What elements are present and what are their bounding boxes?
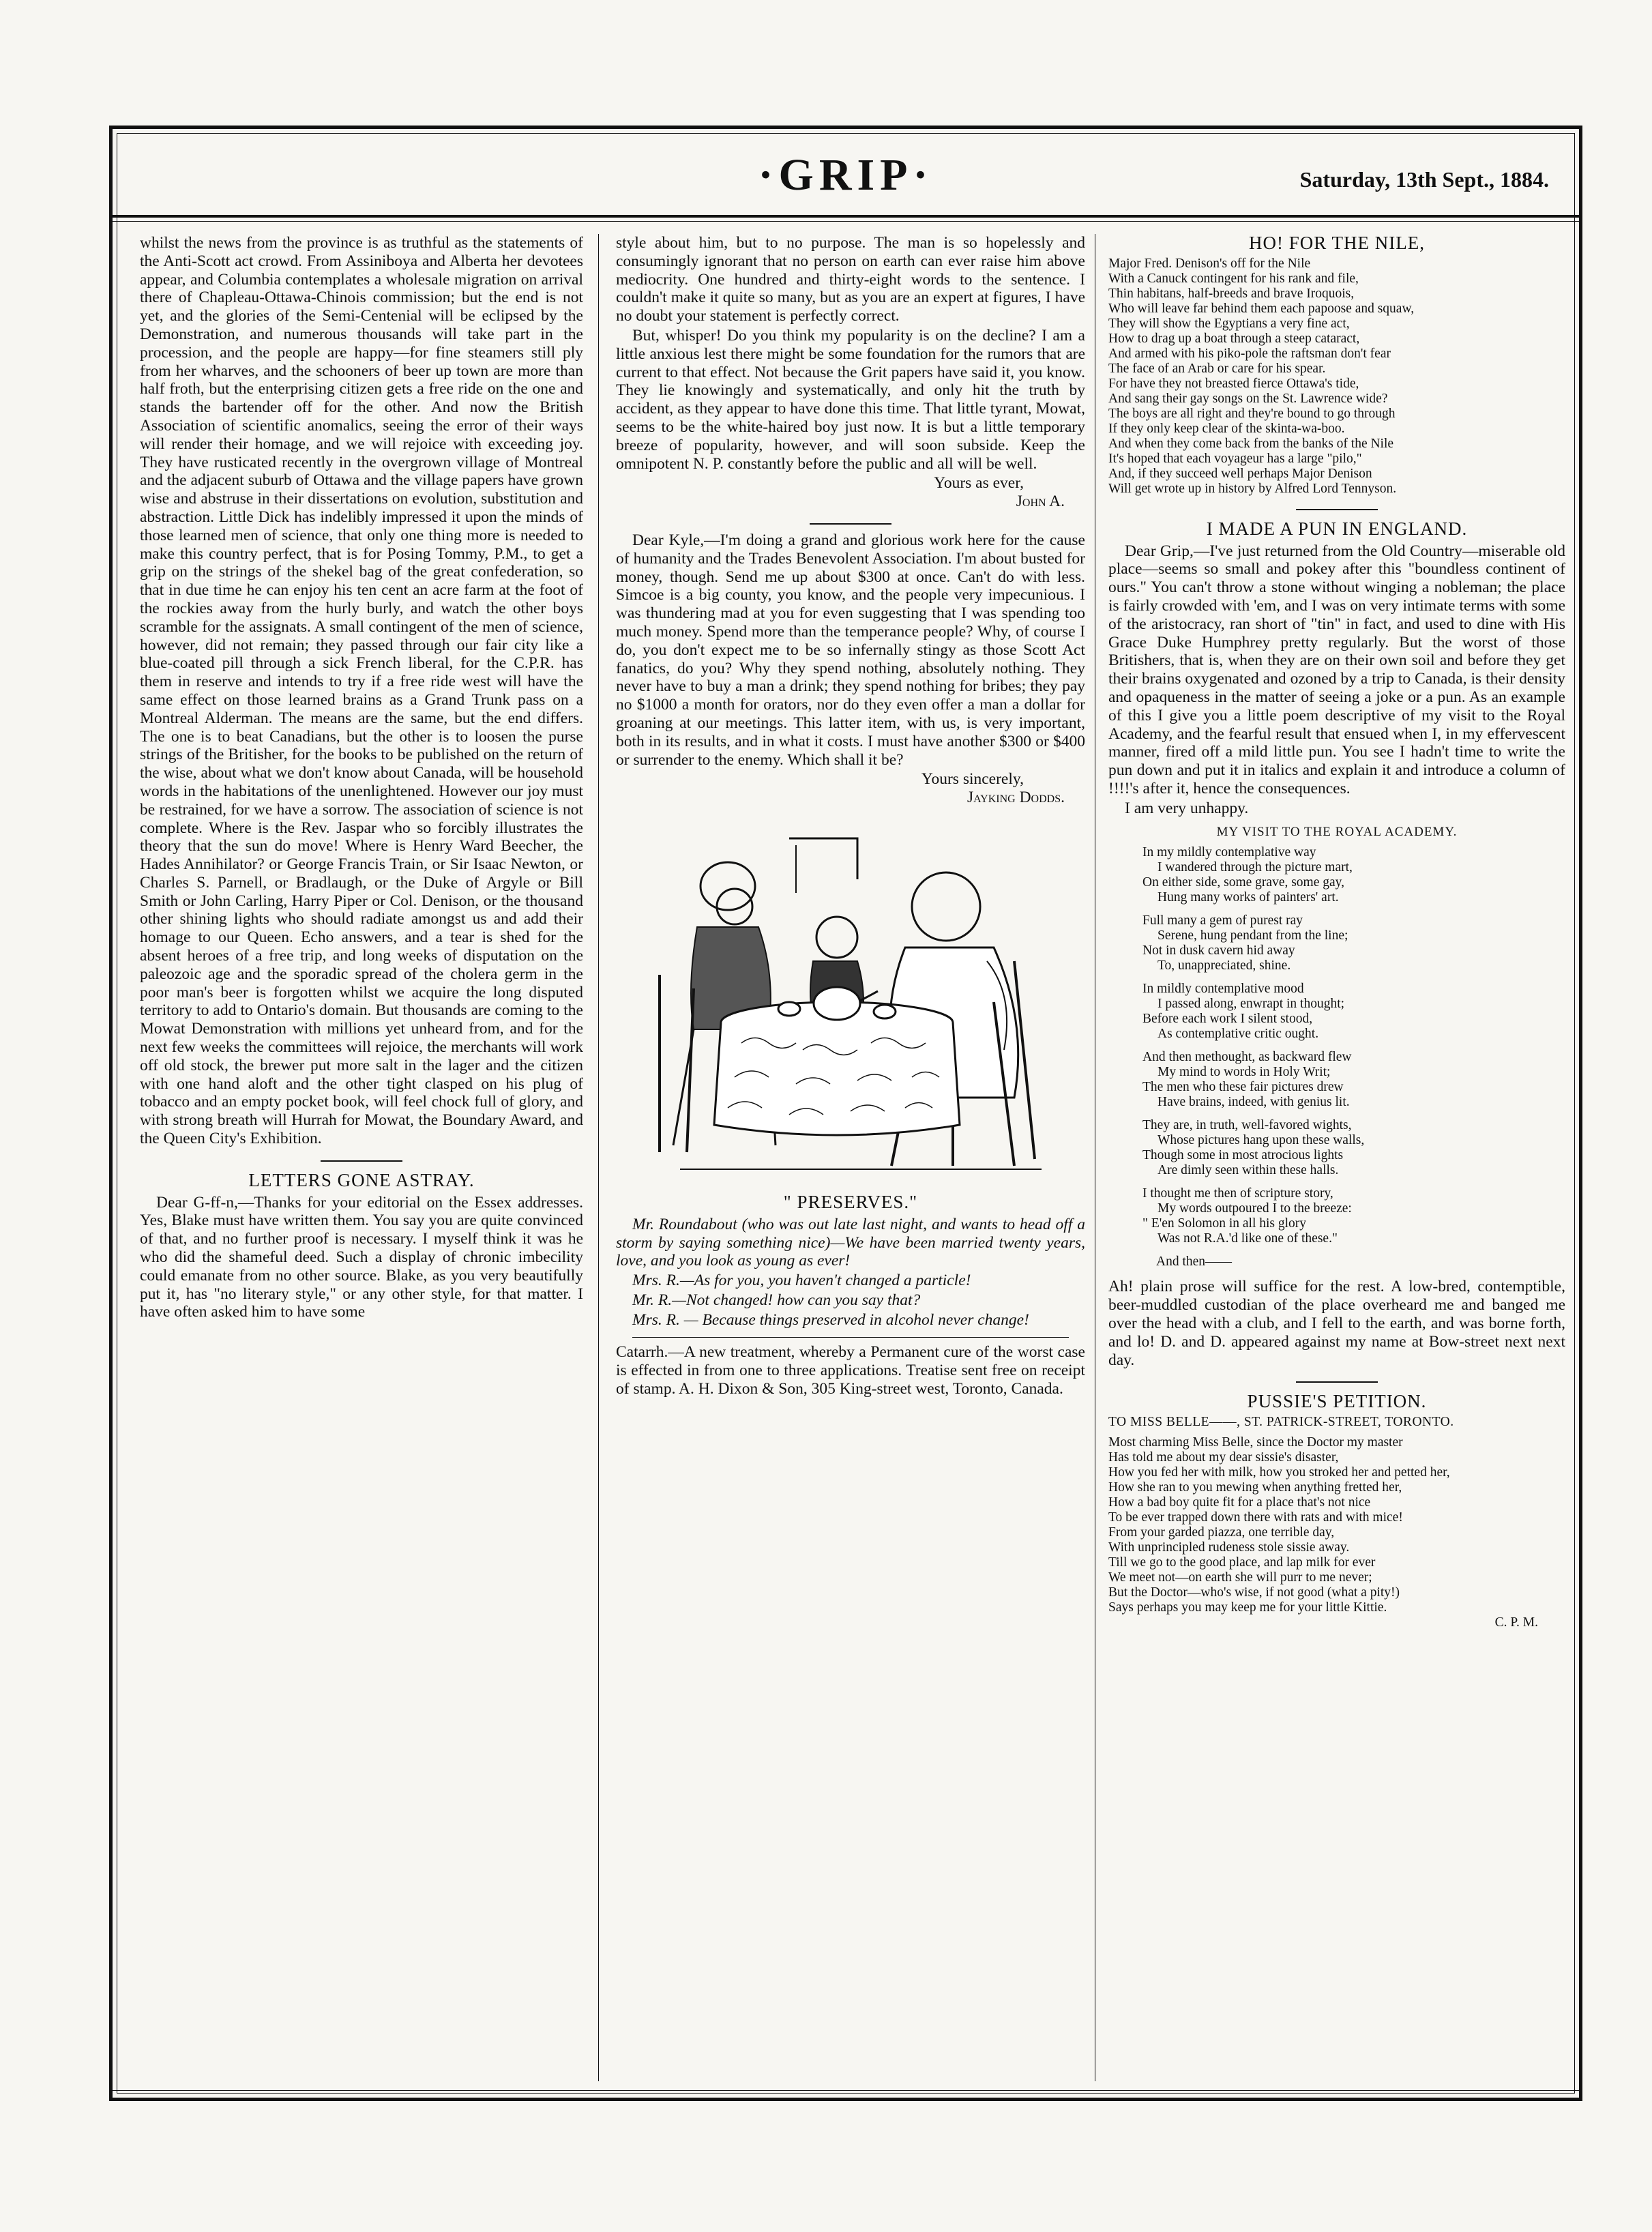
- section-rule: [1296, 509, 1378, 510]
- poem-line: Has told me about my dear sissie's disaster,: [1108, 1450, 1339, 1465]
- issue-date: Saturday, 13th Sept., 1884.: [1299, 167, 1549, 192]
- poem-line: And sang their gay songs on the St. Lawrence wide?: [1108, 391, 1388, 406]
- poem-line: " E'en Solomon in all his glory: [1142, 1216, 1307, 1231]
- section-rule: [810, 523, 891, 525]
- poem-line: Who will leave far behind them each papoose and squaw,: [1108, 301, 1415, 316]
- poem-line: Are dimly seen within these halls.: [1157, 1163, 1339, 1178]
- letter-paragraph: But, whisper! Do you think my popularity is on the decline? I am a little anxious lest there might be some foundation for the rumors that are current to that effect. Not because the Grit papers have said it, you know. They lie knowingly and systematically, and only hit the truth by accident, as they appear to have done this time. That little tyrant, Mowat, seems to be the white-haired boy just now. It is but a little temporary breeze of popularity, however, and will soon subside. Keep the omnipotent N. P. constantly before the public and all will be well.: [616, 326, 1085, 473]
- poem-line: And armed with his piko-pole the raftsman don't fear: [1108, 346, 1391, 361]
- poem-line: Says perhaps you may keep me for your little Kittie.: [1108, 1600, 1387, 1615]
- column-3: [1108, 234, 1565, 1630]
- poem-title: MY VISIT TO THE ROYAL ACADEMY.: [1216, 824, 1458, 839]
- column-divider: [598, 234, 599, 2081]
- bottom-rule: [113, 2090, 1579, 2091]
- poem-line: Before each work I silent stood,: [1142, 1012, 1313, 1027]
- poem-line: Full many a gem of purest ray: [1142, 913, 1303, 928]
- poem-line: Though some in most atrocious lights: [1142, 1148, 1344, 1163]
- poem-line: Hung many works of painters' art.: [1157, 890, 1339, 905]
- poem-line: They are, in truth, well-favored wights,: [1142, 1118, 1352, 1133]
- poem-line: In my mildly contemplative way: [1142, 845, 1316, 860]
- poem-line: Whose pictures hang upon these walls,: [1157, 1133, 1365, 1148]
- poem-line: As contemplative critic ought.: [1157, 1027, 1319, 1042]
- poem-line: To, unappreciated, shine.: [1157, 958, 1291, 973]
- poem-line: But the Doctor—who's wise, if not good (what a pity!): [1108, 1585, 1400, 1600]
- poem-line: Till we go to the good place, and lap milk for ever: [1108, 1555, 1376, 1570]
- poem-line: For have they not breasted fierce Ottawa's tide,: [1108, 376, 1359, 391]
- preserves-illustration: [632, 825, 1069, 1186]
- poem-line: I wandered through the picture mart,: [1157, 860, 1353, 875]
- petition-signature: C. P. M.: [1494, 1615, 1538, 1630]
- poem-line: Have brains, indeed, with genius lit.: [1157, 1095, 1350, 1110]
- poem-line: Thin habitans, half-breeds and brave Iroquois,: [1108, 286, 1355, 301]
- poem-stanza: [1142, 1118, 1565, 1178]
- poem-stanza: [1142, 913, 1565, 973]
- advertisement: Catarrh.—A new treatment, whereby a Permanent cure of the worst case is effected in from one to three applications. Treatise sent free on receipt of stamp. A. H. Dixon & Son, 305 King-street west, Toronto, Canada.: [616, 1343, 1085, 1398]
- letter-signature: Jayking Dodds.: [967, 789, 1065, 807]
- poem-line: Major Fred. Denison's off for the Nile: [1108, 256, 1311, 271]
- poem-line: They will show the Egyptians a very fine act,: [1108, 316, 1350, 331]
- letter-closing: Yours as ever,: [934, 474, 1024, 493]
- poem-line: How you fed her with milk, how you stroked her and petted her,: [1108, 1465, 1450, 1480]
- dialogue-line: Mrs. R. — Because things preserved in alcohol never change!: [632, 1310, 1029, 1329]
- poem-line: My mind to words in Holy Writ;: [1157, 1065, 1331, 1080]
- poem-line: And then——: [1156, 1254, 1233, 1269]
- letter-paragraph: style about him, but to no purpose. The man is so hopelessly and consumingly ignorant that no person on earth can ever raise him above mediocrity. One hundred and thirty-eight words to the sentence. I couldn't make it quite so many, but as you are an expert at figures, I have no doubt your statement is perfectly correct.: [616, 234, 1085, 325]
- dialogue-line: Mr. R.—Not changed! how can you say that?: [632, 1291, 921, 1309]
- section-rule: [1296, 1381, 1378, 1383]
- poem-line: The men who these fair pictures drew: [1142, 1080, 1344, 1095]
- letters-heading: LETTERS GONE ASTRAY.: [248, 1169, 475, 1190]
- column-2: [616, 234, 1085, 1400]
- letter-paragraph: Dear Grip,—I've just returned from the Old Country—miserable old place—seems so small and pokey after this "boundless continent of ours." You can't throw a stone without winging a nobleman; the place is fairly crowded with 'em, and I was on very intimate terms with some of the aristocracy, ran short of "tin" in fact, and used to dine with His Grace Duke Humphrey pretty regularly. But the worst of those Britishers, that is, when they are on their own soil and before they get their brains oxygenated and ozoned by a trip to Canada, is their density and opaqueness in the matter of seeing a joke or a pun. As an example of this I give you a little poem descriptive of my visit to the Royal Academy, and the fearful result that ensued when I, in my effervescent manner, fired off a mild little pun. You see I hadn't time to write the pun down and put it in italics and explain it and introduce a column of !!!!'s after it, hence the consequences.: [1108, 542, 1565, 797]
- petition-poem: [1108, 1435, 1565, 1630]
- poem-line: With a Canuck contingent for his rank and file,: [1108, 271, 1359, 286]
- letter-paragraph: I am very unhappy.: [1125, 799, 1249, 817]
- poem-line: The face of an Arab or care for his spear.: [1108, 361, 1326, 376]
- poem-line: Serene, hung pendant from the line;: [1157, 928, 1348, 943]
- illustration-caption: " PRESERVES.": [783, 1191, 918, 1212]
- section-rule: [321, 1160, 402, 1162]
- poem-stanza: [1142, 845, 1565, 905]
- newspaper-title: ·GRIP·: [758, 150, 934, 200]
- letter-paragraph: Dear G-ff-n,—Thanks for your editorial on the Essex addresses. Yes, Blake must have written them. You say you are quite convinced of that, and no further proof is necessary. I myself think it was he who did the shameful deed. Such a display of chronic imbecility could emanate from no other source. Blake, as you very beautifully put it, has "no literary style," or any other style, for that matter. I have often asked him to have some: [140, 1193, 583, 1321]
- letter-signature: John A.: [1016, 493, 1065, 511]
- letter-paragraph: Dear Kyle,—I'm doing a grand and glorious work here for the cause of humanity and the Trades Benevolent Association. I'm about busted for money, though. Send me up about $300 at once. Can't do with less. Simcoe is a big county, you know, and the people very impecunious. I was thundering mad at you for even suggesting that I was spending too much money. Spend more than the temperance people? Why, of course I do, you don't expect me to be so infernally stingy as those Scott Act fanatics, do you? Why they spend nothing, absolutely nothing. They never have to buy a man a drink; they spend nothing for bribes; they pay no $1000 a month for orators, nor do they even offer a man a dollar for groaning at our meetings. This latter item, with us, is very important, both in its results, and in what it costs. I must have another $300 or $400 or surrender to the enemy. Which shall it be?: [616, 531, 1085, 769]
- newspaper-page: [109, 126, 1582, 2101]
- poem-line: And, if they succeed well perhaps Major Denison: [1108, 466, 1372, 481]
- poem-line: Was not R.A.'d like one of these.": [1157, 1231, 1338, 1246]
- poem-stanza: [1142, 1050, 1565, 1110]
- poem-stanza: [1142, 1186, 1565, 1246]
- poem-line: The boys are all right and they're bound to go through: [1108, 406, 1396, 421]
- dialogue-line: Mr. Roundabout (who was out late last night, and wants to head off a storm by saying something nice)—We have been married twenty years, love, and you look as young as ever!: [616, 1215, 1085, 1270]
- poem-line: It's hoped that each voyageur has a large "pilo,": [1108, 451, 1362, 466]
- poem-line: On either side, some grave, some gay,: [1142, 875, 1345, 890]
- nile-heading: HO! FOR THE NILE,: [1249, 233, 1425, 253]
- letter-closing: Yours sincerely,: [921, 770, 1024, 789]
- poem-line: I passed along, enwrapt in thought;: [1157, 997, 1345, 1012]
- poem-line: We meet not—on earth she will purr to me never;: [1108, 1570, 1372, 1585]
- poem-line: Not in dusk cavern hid away: [1142, 943, 1295, 958]
- poem-line: And then methought, as backward flew: [1142, 1050, 1352, 1065]
- poem-line: How to drag up a boat through a steep cataract,: [1108, 331, 1360, 346]
- poem-line: In mildly contemplative mood: [1142, 982, 1304, 997]
- poem-line: How a bad boy quite fit for a place that's not nice: [1108, 1495, 1371, 1510]
- dialogue-line: Mrs. R.—As for you, you haven't changed a particle!: [632, 1272, 971, 1290]
- column-1: [140, 234, 583, 1323]
- poem-line: And when they come back from the banks of the Nile: [1108, 436, 1394, 451]
- article-paragraph: whilst the news from the province is as truthful as the statements of the Anti-Scott act crowd. From Assiniboya and Alberta her devotees appear, and Columbia contemplates a wholesale migration on arrival there of Chapleau-Ottawa-Chinois commission; but the end is not yet, and the glories of the Semi-Centenial will be eclipsed by the Demonstration, and numerous thousands will take part in the procession, and the people are happy—for fine steamers still ply from her wharves, and the schooners of beer up town are more than half froth, but the enterprising citizen gets a free ride on the one and stands the bartender off for the other. And now the British Association of scientific anomalics, seeing the error of their ways will render their homage, and we will rejoice with exceeding joy. They have rusticated recently in the overgrown village of Montreal and the adjacent suburb of Ottawa and the village papers have grown wise and abstruse in their dissertations on evolution, substitution and abstraction. Little Dick has indelibly impressed it upon the minds of those learned men of science, that only one thing more is needed to make this country perfect, that is for Posing Tommy, P.M., to get a grip on the strings of the shekel bag of the great confederation, so that in due time he can enjoy his ten cent an acre farm at the foot of the rockies away from the hurly burly, and watch the other boys scramble for the assignats. A small contingent of the men of science, however, did not remain; they passed through our fair city like a blue-coated pill through a sick French liberal, for the C.P.R. has them in reserve and intends to try if a free ride west will have the same effect on those learned brains as a Grand Trunk pass on a Montreal Alderman. The means are the same, but the end differs. The one is to beat Canadians, but the other is to loosen the purse strings of the Britisher, for the books to be published on the return of the wise, about what we don't know about Canada, will be household words in the habitations of the unenlightened. However our joy must be restrained, for we have a sorrow. The association of science is not complete. Where is the Rev. Jaspar who so forcibly illustrates the theory that the sun do move! Where is Henry Ward Beecher, the Hades Annihilator? or George Francis Train, or Sir Isaac Newton, or Charles S. Parnell, or Bradlaugh, or the Duke of Argyle or Bill Smith or John Carling, Harry Piper or Col. Denison, or the thousand other shining lights who should radiate amongst us and add their homage to our Queen. Echo answers, and a tear is shed for the absent heroes of a free trip, and long weeks of disputation on the paleozoic age and the sporadic spread of the cholera germ in the poor man's beer is forgotten whilst we acquire the long disputed territory to add to Ontario's domain. But thousands are coming to the Mowat Demonstration with millions yet unheard from, and for the next few weeks the committees will rejoice, the merchants will work off old stock, the brewer put more salt in the lager and the citizen with one hand aloft and the other tight clasped on his plug of tobacco and an empty pocket book, will feel chock full of glory, and with strong breath will Hurrah for Mowat, the Boundary Award, and the Queen City's Exhibition.: [140, 234, 583, 1148]
- poem-line: Most charming Miss Belle, since the Doctor my master: [1108, 1435, 1403, 1450]
- poem-line: If they only keep clear of the skinta-wa-boo.: [1108, 421, 1345, 436]
- poem-line: To be ever trapped down there with rats and with mice!: [1108, 1510, 1403, 1525]
- poem-line: I thought me then of scripture story,: [1142, 1186, 1333, 1201]
- pussie-heading: PUSSIE'S PETITION.: [1247, 1391, 1427, 1412]
- poem-line: My words outpoured I to the breeze:: [1157, 1201, 1352, 1216]
- poem-line: How she ran to you mewing when anything fretted her,: [1108, 1480, 1402, 1495]
- nile-poem: [1108, 256, 1565, 497]
- pun-heading: I MADE A PUN IN ENGLAND.: [1206, 518, 1468, 539]
- petition-address: TO MISS BELLE——, ST. PATRICK-STREET, TORONTO.: [1108, 1415, 1454, 1430]
- poem-line: With unprincipled rudeness stole sissie away.: [1108, 1540, 1350, 1555]
- poem-stanza: [1142, 982, 1565, 1042]
- section-rule: [632, 1337, 1069, 1338]
- poem-line: Will get wrote up in history by Alfred Lord Tennyson.: [1108, 481, 1397, 496]
- letter-paragraph: Ah! plain prose will suffice for the rest. A low-bred, contemptible, beer-muddled custodian of the place overheard me and banged me over the head with a club, and I fell to the earth, and was borne forth, and lo! D. and D. appeared against my name at Bow-street next next day.: [1108, 1278, 1565, 1369]
- masthead: [113, 129, 1579, 218]
- poem-line: From your garded piazza, one terrible day,: [1108, 1525, 1335, 1540]
